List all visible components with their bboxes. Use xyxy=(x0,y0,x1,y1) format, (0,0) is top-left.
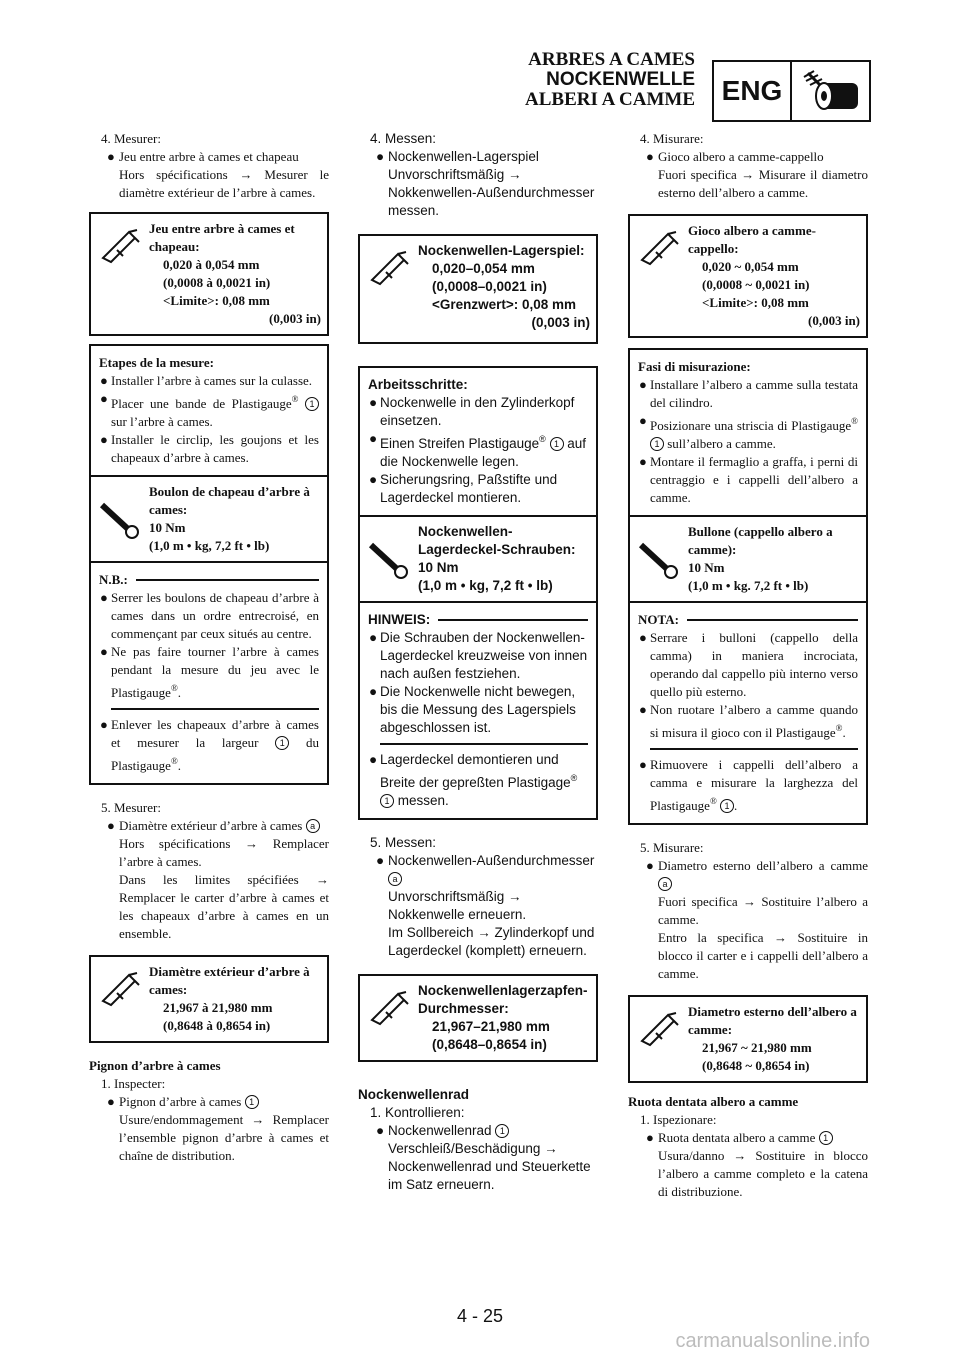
step-5: 5. Mesurer: xyxy=(101,800,161,815)
list-item: ● Die Nockenwelle nicht bewegen, bis die Messung des Lagerspiels abgeschlossen ist. xyxy=(369,684,576,735)
list-item: ● Installer le circlip, les goujons et les chapeaux d’arbre à cames. xyxy=(100,432,319,465)
step-1: 1. Kontrollieren: xyxy=(370,1105,465,1120)
list-item: ● Serrer les boulons de chapeau d’arbre à cames dans un ordre entrecroisé, en commençant par ceux situés au centre. xyxy=(100,590,319,641)
bullet-item: ● Ruota dentata albero a camme 1 xyxy=(658,1129,868,1147)
title-fr: ARBRES A CAMES xyxy=(528,49,695,70)
lang-badge xyxy=(712,60,871,122)
caliper-icon xyxy=(91,957,149,1041)
list-item: ● Nockenwelle in den Zylinderkopf einsetzen. xyxy=(369,395,575,428)
bullet-item: ● Gioco albero a camme-cappello xyxy=(646,149,824,164)
spec-box-diameter: Diametro esterno dell’albero a camme: 21,967 ~ 21,980 mm (0,8648 ~ 0,8654 in) xyxy=(628,995,868,1083)
bullet-item: ● Nockenwellenrad 1 xyxy=(388,1122,598,1140)
bullet-item: ● Pignon d’arbre à cames 1 xyxy=(119,1093,329,1111)
list-item: ● Die Schrauben der Nockenwellen-Lagerdeckel kreuzweise von innen nach außen festziehen. xyxy=(369,630,588,681)
page-header xyxy=(525,50,695,110)
spec-box-clearance: Jeu entre arbre à cames et chapeau: 0,020 à 0,054 mm (0,0008 à 0,0021 in) <Limite>: 0,08 mm (0,003 in) xyxy=(89,212,329,336)
section-title: Ruota dentata albero a camme xyxy=(628,1094,799,1109)
step-5: 5. Misurare: xyxy=(640,840,704,855)
list-item: ● Posizionare una striscia di Plastigauge® 1 sull’albero a camme. xyxy=(639,413,858,451)
bullet-item: ● Nockenwellen-Lagerspiel xyxy=(376,149,539,164)
list-item: ● Serrare i bulloni (cappello della camma) in maniera incrociata, operando dal cappello più interno verso quello più esterno. xyxy=(639,630,858,699)
list-item: ● Sicherungsring, Paßstifte und Lagerdeckel montieren. xyxy=(369,472,558,505)
torque-wrench-icon xyxy=(91,477,149,561)
list-item: ● Lagerdeckel demontieren und Breite der gepreßten Plastigage® 1 messen. xyxy=(369,752,578,808)
column-german: 4. Messen: ● Nockenwellen-Lagerspiel Unvorschriftsmäßig → Nokkenwellen-Außendurchmesser messen. Nockenwellen-Lagerspiel: 0,020–0,054 mm (0,0008–0,0021 in) <Grenzwert>: 0,08 mm (0,003 in) Arbeitsschritte: ● Nockenwelle in den Zylinderkopf einsetzen. ● Einen Streifen Plastigauge® 1 auf die Nockenwelle legen. ● Sicherungsring, Paßstifte und Lagerdeckel montieren. Nockenwellen-Lagerdeckel-Schrauben: 10 Nm (1,0 m • kg, 7,2 ft • lb) HINWEIS: ● Die Schrauben der Nockenwellen-Lagerdeckel kreuzweise von innen nach außen festziehen. ● Die Nockenwelle nicht bewegen, bis die Messung des Lagerspiels abgeschlossen ist. ● Lagerdeckel demontieren und Breite der gepreßten Plastigage® 1 messen. 5. Messen: ● Nockenwellen-Außendurchmesser a Unvorschriftsmäßig → Nokkenwelle erneuern. Im Sollbereich → Zylinderkopf und Lagerdeckel (komplett) erneuern. Nockenwellenlagerzapfen-Durchmesser: 21,967–21,980 mm (0,8648–0,8654 in) Nockenwellenrad 1. Kontrollieren: ● Nockenwellenrad 1 Verschleiß/Beschädigung → Nockenwellenrad und Steuerkette im Satz erneuern. xyxy=(358,130,598,1194)
spec-box-diameter: Diamètre extérieur d’arbre à cames: 21,967 à 21,980 mm (0,8648 à 0,8654 in) xyxy=(89,955,329,1043)
torque-wrench-icon xyxy=(630,517,688,601)
procedure-box: Etapes de la mesure: ● Installer l’arbre à cames sur la culasse. ● Placer une bande de Plastigauge® 1 sur l’arbre à cames. ● Installer le circlip, les goujons et les chapeaux d’arbre à cames. Boulon de chapeau d’arbre à cames: 10 Nm (1,0 m • kg, 7,2 ft • lb) N.B.: ● Serrer les boulons de chapeau d’arbre à cames dans un ordre entrecroisé, en commençant par ceux situés au centre. ● Ne pas faire tourner l’arbre à cames pendant la mesure du jeu avec le Plastigauge®. ● Enlever les chapeaux d’arbre à cames et mesurer la largeur 1 du Plastigauge®. xyxy=(89,344,329,785)
procedure-box: Fasi di misurazione: ● Installare l’albero a camme sulla testata del cilindro. ● Posizionare una striscia di Plastigauge® 1 sull’albero a camme. ● Montare il fermaglio a graffa, i perni di centraggio e i cappelli dell’albero a camme. Bullone (cappello albero a camme): 10 Nm (1,0 m • kg. 7,2 ft • lb) NOTA: ● Serrare i bulloni (cappello della camma) in maniera incrociata, operando dal cappello più interno verso quello più esterno. ● Non ruotare l’albero a camme quando si misura il gioco con il Plastigauge®. ● Rimuovere i cappelli dell’albero a camma e misurare la larghezza del Plastigauge® 1 . xyxy=(628,348,868,825)
procedure-box: Arbeitsschritte: ● Nockenwelle in den Zylinderkopf einsetzen. ● Einen Streifen Plastigauge® 1 auf die Nockenwelle legen. ● Sicherungsring, Paßstifte und Lagerdeckel montieren. Nockenwellen-Lagerdeckel-Schrauben: 10 Nm (1,0 m • kg, 7,2 ft • lb) HINWEIS: ● Die Schrauben der Nockenwellen-Lagerdeckel kreuzweise von innen nach außen festziehen. ● Die Nockenwelle nicht bewegen, bis die Messung des Lagerspiels abgeschlossen ist. ● Lagerdeckel demontieren und Breite der gepreßten Plastigage® 1 messen. xyxy=(358,366,598,820)
bullet-item: ● Nockenwellen-Außendurchmesser a xyxy=(376,853,595,884)
engine-part-icon xyxy=(792,62,869,120)
bullet-item: ● Diametro esterno dell’albero a camme a xyxy=(646,858,868,889)
list-item: ● Placer une bande de Plastigauge® 1 sur l’arbre à cames. xyxy=(111,390,319,431)
step-5: 5. Messen: xyxy=(370,835,437,850)
list-item: ● Non ruotare l’albero a camme quando si misura il gioco con il Plastigauge®. xyxy=(639,702,858,740)
note-section: NOTA: ● Serrare i bulloni (cappello della camma) in maniera incrociata, operando dal cappello più interno verso quello più esterno. ● Non ruotare l’albero a camme quando si misura il gioco con il Plastigauge®. ● Rimuovere i cappelli dell’albero a camma e misurare la larghezza del Plastigauge® 1 . xyxy=(630,601,866,823)
step-4: 4. Misurare: xyxy=(640,131,704,146)
list-item: ● Rimuovere i cappelli dell’albero a camma e misurare la larghezza del Plastigauge® 1 . xyxy=(639,757,858,813)
step-4: 4. Mesurer: xyxy=(101,131,161,146)
caliper-icon xyxy=(630,216,688,336)
bullet-item: ● Jeu entre arbre à cames et chapeau xyxy=(107,149,299,164)
page-number: 4 - 25 xyxy=(456,1306,504,1326)
caliper-icon xyxy=(630,997,688,1081)
torque-spec: Boulon de chapeau d’arbre à cames: 10 Nm (1,0 m • kg, 7,2 ft • lb) xyxy=(91,475,327,561)
title-de: NOCKENWELLE xyxy=(546,69,695,90)
list-item: ● Installer l’arbre à cames sur la culasse. xyxy=(100,373,313,388)
title-it: ALBERI A CAMME xyxy=(525,89,695,110)
note-section: N.B.: ● Serrer les boulons de chapeau d’arbre à cames dans un ordre entrecroisé, en commençant par ceux situés au centre. ● Ne pas faire tourner l’arbre à cames pendant la mesure du jeu avec le Plastigauge®. ● Enlever les chapeaux d’arbre à cames et mesurer la largeur 1 du Plastigauge®. xyxy=(91,561,327,783)
caliper-icon xyxy=(360,236,418,342)
spec-box-clearance: Gioco albero a camme-cappello: 0,020 ~ 0,054 mm (0,0008 ~ 0,0021 in) <Limite>: 0,08 mm (0,003 in) xyxy=(628,214,868,338)
torque-spec: Nockenwellen-Lagerdeckel-Schrauben: 10 Nm (1,0 m • kg, 7,2 ft • lb) xyxy=(360,515,596,601)
list-item: ● Montare il fermaglio a graffa, i perni di centraggio e i cappelli dell’albero a camme. xyxy=(639,454,858,505)
list-item: ● Ne pas faire tourner l’arbre à cames pendant la mesure du jeu avec le Plastigauge®. xyxy=(100,644,319,700)
note-section: HINWEIS: ● Die Schrauben der Nockenwellen-Lagerdeckel kreuzweise von innen nach außen festziehen. ● Die Nockenwelle nicht bewegen, bis die Messung des Lagerspiels abgeschlossen ist. ● Lagerdeckel demontieren und Breite der gepreßten Plastigage® 1 messen. xyxy=(360,601,596,818)
torque-wrench-icon xyxy=(360,517,418,601)
column-french: 4. Mesurer: ● Jeu entre arbre à cames et chapeau Hors spécifications → Mesurer le diamètre extérieur de l’arbre à cames. Jeu entre arbre à cames et chapeau: 0,020 à 0,054 mm (0,0008 à 0,0021 in) <Limite>: 0,08 mm (0,003 in) Etapes de la mesure: ● Installer l’arbre à cames sur la culasse. ● Placer une bande de Plastigauge® 1 sur l’arbre à cames. ● Installer le circlip, les goujons et les chapeaux d’arbre à cames. Boulon de chapeau d’arbre à cames: 10 Nm (1,0 m • kg, 7,2 ft • lb) N.B.: ● Serrer les boulons de chapeau d’arbre à cames dans un ordre entrecroisé, en commençant par ceux situés au centre. ● Ne pas faire tourner l’arbre à cames pendant la mesure du jeu avec le Plastigauge®. ● Enlever les chapeaux d’arbre à cames et mesurer la largeur 1 du Plastigauge®. 5. Mesurer: ● Diamètre extérieur d’arbre à cames a Hors spécifications → Remplacer l’arbre à cames. Dans les limites spécifiées → Remplacer le carter d’arbre à cames et les chapeaux d’arbre à cames en un ensemble. Diamètre extérieur d’arbre à cames: 21,967 à 21,980 mm (0,8648 à 0,8654 in) Pignon d’arbre à cames 1. Inspecter: ● Pignon d’arbre à cames 1 Usure/endommagement → Remplacer l’ensemble pignon d’arbre à cames et chaîne de distribution. xyxy=(89,131,329,1163)
spec-box-diameter: Nockenwellenlagerzapfen-Durchmesser: 21,967–21,980 mm (0,8648–0,8654 in) xyxy=(358,974,598,1062)
step-text: Hors spécifications → Mesurer le diamètre extérieur de l’arbre à cames. xyxy=(119,167,329,200)
step-1: 1. Inspecter: xyxy=(101,1076,166,1091)
list-item: ● Enlever les chapeaux d’arbre à cames et mesurer la largeur 1 du Plastigauge®. xyxy=(100,717,320,773)
list-item: ● Installare l’albero a camme sulla testata del cilindro. xyxy=(639,377,858,410)
lang-label: ENG xyxy=(714,62,792,120)
torque-spec: Bullone (cappello albero a camme): 10 Nm (1,0 m • kg. 7,2 ft • lb) xyxy=(630,515,866,601)
bullet-item: ● Diamètre extérieur d’arbre à cames a xyxy=(119,817,329,835)
section-title: Nockenwellenrad xyxy=(358,1087,470,1102)
step-4: 4. Messen: xyxy=(370,131,437,146)
section-title: Pignon d’arbre à cames xyxy=(89,1058,221,1073)
step-1: 1. Ispezionare: xyxy=(640,1112,717,1127)
caliper-icon xyxy=(360,976,418,1060)
caliper-icon xyxy=(91,214,149,334)
watermark: carmanualsonline.info xyxy=(675,1330,870,1352)
list-item: ● Einen Streifen Plastigauge® 1 auf die Nockenwelle legen. xyxy=(369,431,587,469)
spec-box-clearance: Nockenwellen-Lagerspiel: 0,020–0,054 mm (0,0008–0,0021 in) <Grenzwert>: 0,08 mm (0,003 in) xyxy=(358,234,598,344)
column-italian: 4. Misurare: ● Gioco albero a camme-cappello Fuori specifica → Misurare il diametro esterno dell’albero a camme. Gioco albero a camme-cappello: 0,020 ~ 0,054 mm (0,0008 ~ 0,0021 in) <Limite>: 0,08 mm (0,003 in) Fasi di misurazione: ● Installare l’albero a camme sulla testata del cilindro. ● Posizionare una striscia di Plastigauge® 1 sull’albero a camme. ● Montare il fermaglio a graffa, i perni di centraggio e i cappelli dell’albero a camme. Bullone (cappello albero a camme): 10 Nm (1,0 m • kg. 7,2 ft • lb) NOTA: ● Serrare i bulloni (cappello della camma) in maniera incrociata, operando dal cappello più interno verso quello più esterno. ● Non ruotare l’albero a camme quando si misura il gioco con il Plastigauge®. ● Rimuovere i cappelli dell’albero a camma e misurare la larghezza del Plastigauge® 1 . 5. Misurare: ● Diametro esterno dell’albero a camme a Fuori specifica → Sostituire l’albero a camme. Entro la specifica → Sostituire in blocco il carter e i cappelli dell’albero a camme. Diametro esterno dell’albero a camme: 21,967 ~ 21,980 mm (0,8648 ~ 0,8654 in) Ruota dentata albero a camme 1. Ispezionare: ● Ruota dentata albero a camme 1 Usura/danno → Sostituire in blocco l’albero a camme completo e la catena di distribuzione. xyxy=(628,131,868,1199)
